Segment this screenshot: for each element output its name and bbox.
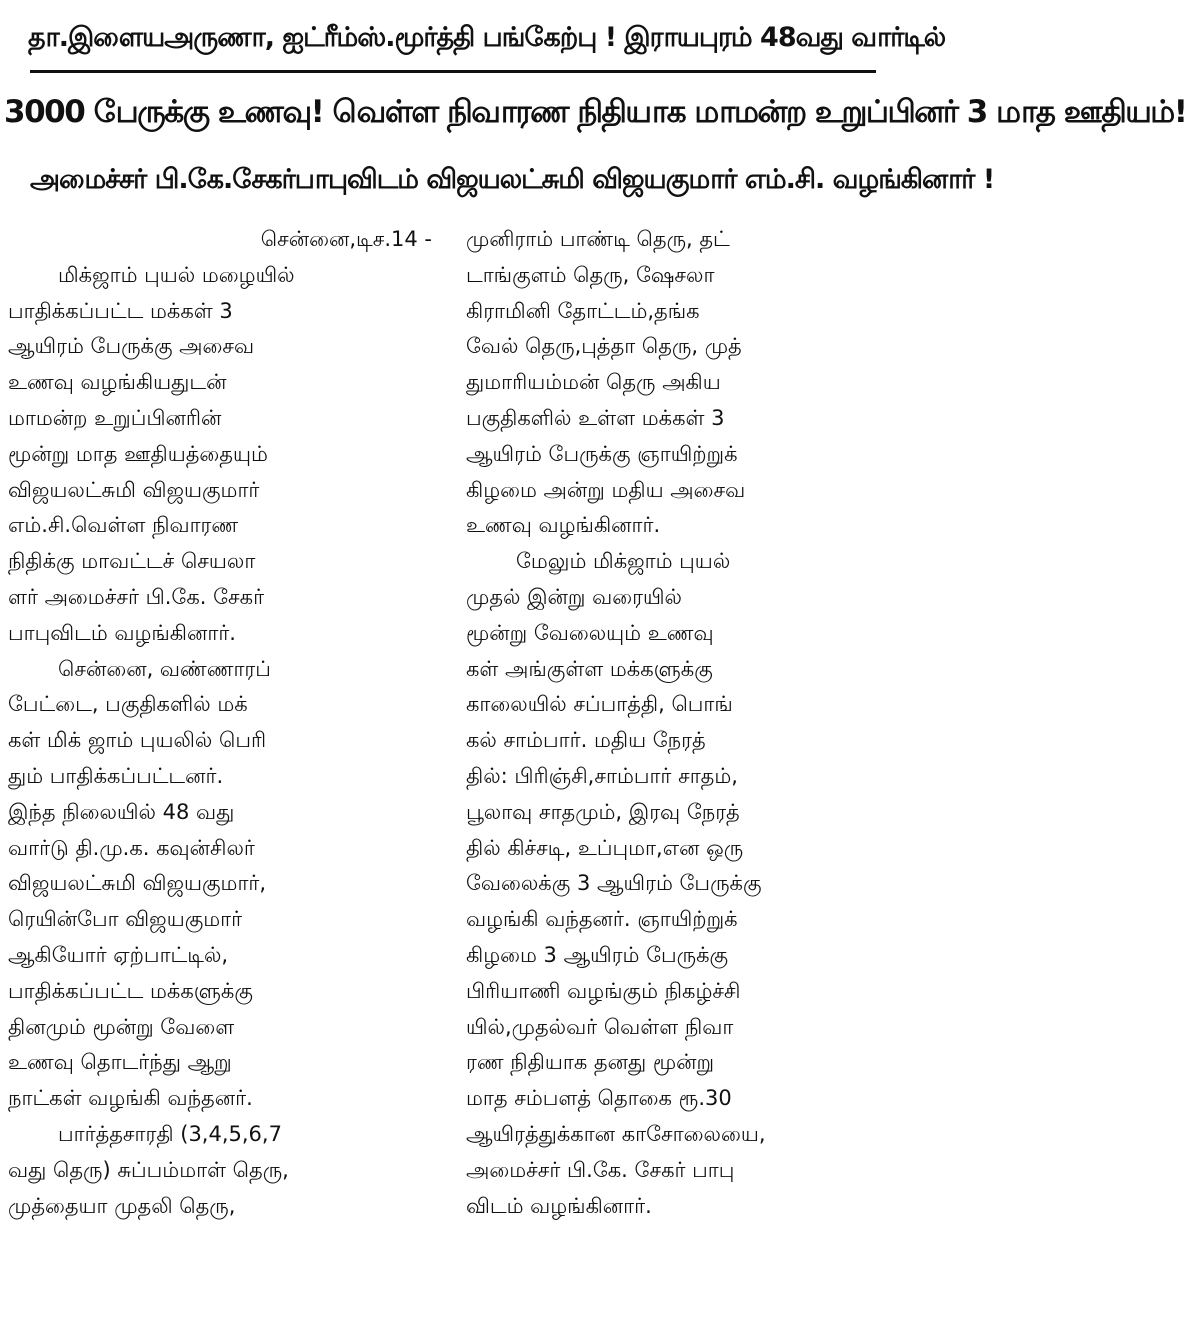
text-line: தும் பாதிக்கப்பட்டனர். [8, 763, 224, 788]
text-line: முத்தையா முதலி தெரு, [8, 1193, 236, 1218]
text-line: வழங்கி வந்தனர். ஞாயிற்றுக் [466, 907, 738, 932]
text-line: பிரியாணி வழங்கும் நிகழ்ச்சி [466, 978, 741, 1003]
text-line: ஆயிரம் பேருக்கு அசைவ [8, 334, 255, 359]
text-line: பூலாவு சாதமும், இரவு நேரத் [466, 799, 740, 824]
text-line: உணவு வழங்கினார். [466, 513, 661, 538]
text-line: பேட்டை, பகுதிகளில் மக் [8, 692, 248, 717]
text-line: கள் மிக் ஜாம் புயலில் பெரி [8, 728, 267, 753]
text-line: எம்.சி.வெள்ள நிவாரண [8, 513, 239, 538]
headline: 3000 பேருக்கு உணவு! வெள்ள நிவாரண நிதியாக மாமன்ற உறுப்பினர் 3 மாத ஊதியம்! [4, 94, 1186, 130]
text-line: வது தெரு) சுப்பம்மாள் தெரு, [8, 1157, 289, 1182]
divider-rule [30, 70, 876, 73]
text-line: டாங்குளம் தெரு, ஷேசலா [466, 262, 715, 287]
text-line: விஜயலட்சுமி விஜயகுமார் [8, 477, 260, 502]
text-line: தில் கிச்சடி, உப்புமா,என ஒரு [466, 835, 744, 860]
text-line: தினமும் மூன்று வேளை [8, 1014, 235, 1039]
article-column-left [8, 222, 444, 1322]
text-line: மிக்ஜாம் புயல் மழையில் [58, 262, 295, 287]
text-line: பாதிக்கப்பட்ட மக்களுக்கு [8, 978, 253, 1003]
text-line: நிதிக்கு மாவட்டச் செயலா [8, 549, 256, 574]
text-line: நாட்கள் வழங்கி வந்தனர். [8, 1086, 253, 1111]
dateline: சென்னை,டிச.14 - [260, 227, 432, 251]
text-line: மூன்று வேலையும் உணவு [466, 620, 714, 645]
text-line: ளர் அமைச்சர் பி.கே. சேகர் [8, 584, 265, 609]
text-line: உணவு தொடர்ந்து ஆறு [8, 1050, 232, 1075]
text-line: பகுதிகளில் உள்ள மக்கள் 3 [466, 405, 725, 430]
text-line: மாமன்ற உறுப்பினரின் [8, 405, 222, 430]
text-line: ரெயின்போ விஜயகுமார் [8, 907, 243, 932]
text-line: கள் அங்குள்ள மக்களுக்கு [466, 656, 713, 681]
text-line: மேலும் மிக்ஜாம் புயல் [516, 549, 731, 574]
text-line: பாதிக்கப்பட்ட மக்கள் 3 [8, 298, 233, 323]
text-line: காலையில் சப்பாத்தி, பொங் [466, 692, 733, 717]
text-line: முதல் இன்று வரையில் [466, 584, 682, 609]
subheadline: அமைச்சர் பி.கே.சேகர்பாபுவிடம் விஜயலட்சுமி விஜயகுமார் எம்.சி. வழங்கினார் ! [30, 164, 995, 195]
text-line: விடம் வழங்கினார். [466, 1193, 652, 1218]
text-line: தில்: பிரிஞ்சி,சாம்பார் சாதம், [466, 763, 738, 788]
text-line: வேலைக்கு 3 ஆயிரம் பேருக்கு [466, 871, 762, 896]
text-line: துமாரியம்மன் தெரு அகிய [466, 370, 721, 395]
text-line: வார்டு தி.மு.க. கவுன்சிலர் [8, 835, 255, 860]
text-line: ரண நிதியாக தனது மூன்று [466, 1050, 715, 1075]
text-line: பார்த்தசாரதி (3,4,5,6,7 [58, 1121, 282, 1146]
text-line: கிழமை அன்று மதிய அசைவ [466, 477, 746, 502]
text-line: யில்,முதல்வர் வெள்ள நிவா [466, 1014, 734, 1039]
text-line: கல் சாம்பார். மதிய நேரத் [466, 728, 706, 753]
text-line: வேல் தெரு,புத்தா தெரு, முத் [466, 334, 742, 359]
article-column-right [466, 222, 902, 1322]
text-line: உணவு வழங்கியதுடன் [8, 370, 227, 395]
text-line: பாபுவிடம் வழங்கினார். [8, 620, 236, 645]
text-line: மாத சம்பளத் தொகை ரூ.30 [466, 1086, 732, 1111]
text-line: சென்னை, வண்ணாரப் [58, 656, 271, 681]
text-line: ஆயிரம் பேருக்கு ஞாயிற்றுக் [466, 441, 738, 466]
text-line: கிராமினி தோட்டம்,தங்க [466, 298, 700, 323]
kicker-line: தா.இளையஅருணா, ஐட்ரீம்ஸ்.மூர்த்தி பங்கேற்பு ! இராயபுரம் 48வது வார்டில் [28, 22, 946, 53]
text-line: இந்த நிலையில் 48 வது [8, 799, 235, 824]
text-line: ஆயிரத்துக்கான காசோலையை, [466, 1121, 766, 1146]
text-line: கிழமை 3 ஆயிரம் பேருக்கு [466, 942, 729, 967]
text-line: விஜயலட்சுமி விஜயகுமார், [8, 871, 267, 896]
text-line: மூன்று மாத ஊதியத்தையும் [8, 441, 268, 466]
text-line: ஆகியோர் ஏற்பாட்டில், [8, 942, 229, 967]
text-line: முனிராம் பாண்டி தெரு, தட் [466, 227, 730, 251]
text-line: அமைச்சர் பி.கே. சேகர் பாபு [466, 1157, 735, 1182]
